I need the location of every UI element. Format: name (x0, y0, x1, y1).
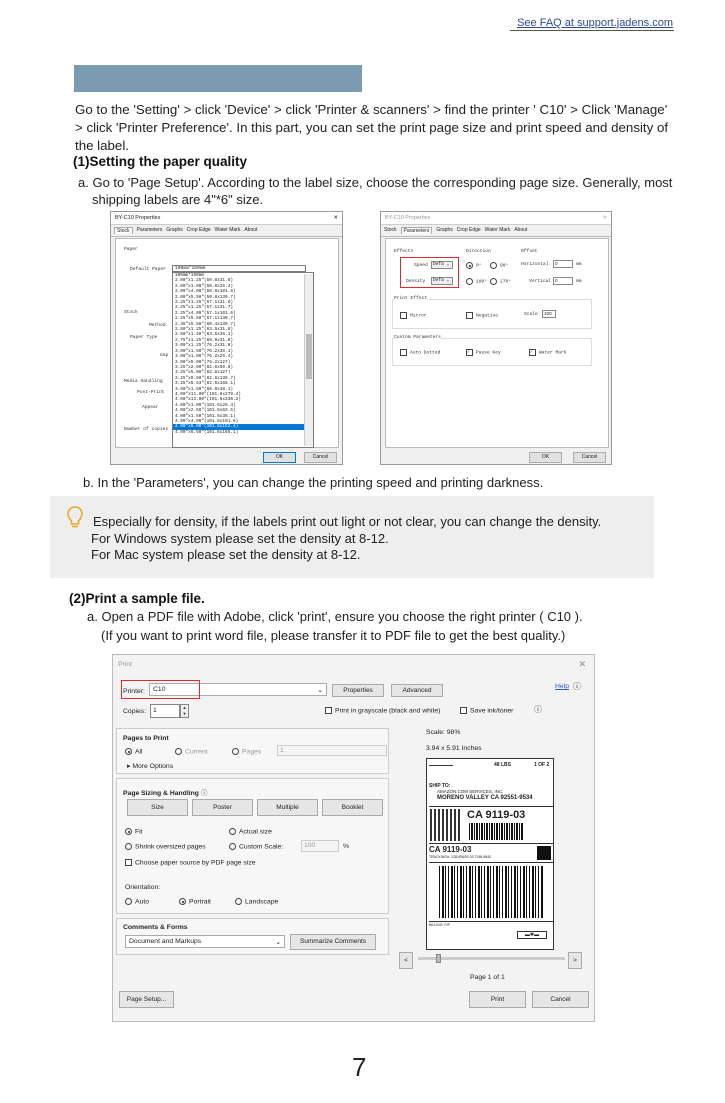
dialog-titlebar (111, 212, 342, 225)
print-dialog (112, 654, 595, 1022)
dialog-tabs (381, 225, 611, 237)
water-mark-checkbox[interactable]: ✓ Water Mark (530, 350, 567, 356)
close-icon[interactable]: ✕ (602, 215, 607, 221)
parameters-pane (385, 238, 609, 448)
page-setup-button[interactable]: Page Setup... (119, 991, 174, 1008)
paper-size-option[interactable]: 3.00"x1.25"(76.2x31.8) (175, 343, 233, 349)
advanced-button[interactable]: Advanced (391, 684, 443, 697)
paper-size-option[interactable]: 2.50"x1.50"(63.5x38.1) (175, 332, 233, 338)
label-billing: BILLING: P/P (429, 923, 451, 927)
choose-source-checkbox[interactable]: Choose paper source by PDF page size (125, 859, 256, 866)
tip-line-1: Especially for density, if the labels print out light or not clear, you can change the density. (93, 514, 602, 529)
pages-radio[interactable]: Pages (232, 748, 261, 755)
direction-0[interactable]: 0° (466, 262, 482, 269)
printer-select[interactable]: C10 ⌄ (149, 683, 327, 696)
faq-link[interactable]: See FAQ at support.jadens.com (517, 17, 673, 29)
routing-barcode-icon (469, 823, 524, 840)
pages-to-print-box (116, 728, 389, 774)
auto-radio[interactable]: Auto (125, 898, 149, 905)
paper-type-label: Paper Type (130, 335, 158, 340)
label-sender: ▬▬▬▬▬▬▬▬ (429, 763, 453, 767)
scale-input[interactable]: 100 (542, 310, 556, 318)
tab-stock[interactable]: Stock (384, 227, 397, 233)
copies-label: Copies: (123, 708, 147, 715)
tab-water-mark[interactable]: Water Mark (484, 227, 511, 233)
paper-size-option[interactable]: 4.00"x4.00"(101.6x101.6) (175, 418, 239, 424)
section1-title: (1)Setting the paper quality (73, 154, 248, 169)
size-button[interactable]: Size (127, 799, 188, 816)
dialog-titlebar (381, 212, 611, 225)
grayscale-checkbox[interactable]: Print in grayscale (black and white) (325, 707, 440, 714)
pages-input[interactable]: 1 (277, 745, 387, 756)
direction-90[interactable]: 90° (490, 262, 508, 269)
speed-label: Speed (414, 263, 428, 268)
paper-size-option[interactable]: 2.00"x4.00"(50.8x101.6) (175, 289, 236, 295)
scale-readout: Scale: 98% (426, 729, 461, 736)
tracking-barcode-icon (439, 866, 543, 918)
paper-size-option[interactable]: 2.75"x1.25"(69.9x31.8) (175, 337, 233, 343)
method-label: Method (149, 323, 166, 328)
section2-step-a-note: (If you want to print word file, please transfer it to PDF file to get the best quality.) (101, 628, 566, 643)
section-banner (74, 65, 362, 92)
orientation-label: Orientation: (125, 884, 161, 891)
ok-button[interactable]: OK (263, 452, 296, 463)
close-icon[interactable]: ✕ (578, 659, 586, 669)
close-icon[interactable]: ✕ (333, 215, 338, 221)
percent-label: % (343, 843, 350, 850)
direction-label: Direction (466, 249, 491, 254)
label-zip: CA 9119-03 (467, 809, 526, 821)
cancel-button[interactable]: Cancel (532, 991, 589, 1008)
paper-size-option[interactable]: 3.25"x6.63"(82.6x168.1) (175, 381, 236, 387)
help-link[interactable]: Help (555, 683, 569, 690)
paper-size-option[interactable]: 3.50"x1.50"(88.9x38.1) (175, 386, 233, 392)
density-select[interactable]: Defa ⌄ (431, 277, 453, 285)
offset-label: Offset (521, 249, 538, 254)
tip-box (50, 496, 654, 578)
direction-180[interactable]: 180° (466, 278, 487, 285)
paper-size-option[interactable]: 2.50"x1.25"(63.5x31.8) (175, 327, 233, 333)
faq-underline (510, 30, 674, 31)
comments-forms-box (116, 918, 389, 955)
print-effect-label: Print Effect (394, 296, 428, 301)
pages-to-print-title: Pages to Print (123, 735, 169, 742)
tab-parameters[interactable]: Parameters (401, 227, 433, 234)
page-sizing-box (116, 778, 389, 914)
offset-vertical-input[interactable]: 0 (553, 277, 573, 285)
paper-group-label: Paper (124, 247, 138, 252)
print-dialog-title: Print (118, 661, 132, 668)
tab-water-mark[interactable]: Water Mark (214, 227, 241, 233)
portrait-radio[interactable]: Portrait (179, 898, 211, 905)
shrink-radio[interactable]: Shrink oversized pages (125, 843, 206, 850)
paper-size-option[interactable]: 4.00"x2.50"(101.6x63.5) (175, 408, 236, 414)
mirror-checkbox[interactable]: Mirror (400, 312, 427, 319)
printer-label: Printer: (123, 688, 145, 695)
effects-label: Effects (394, 249, 414, 254)
fit-radio[interactable]: Fit (125, 828, 143, 835)
paper-size-option[interactable]: 2.38"x5.50"(60.4x139.7) (175, 321, 236, 327)
post-print-label: Post-Print (137, 390, 165, 395)
tab-parameters[interactable]: Parameters (136, 227, 163, 233)
paper-size-option[interactable]: 3.25"x5.50"(82.6x139.7) (175, 375, 236, 381)
gap-label: Gap (160, 353, 169, 358)
copies-stepper[interactable]: ▲ ▼ (180, 704, 189, 718)
tip-line-2: For Windows system please set the density at 8-12. (91, 531, 389, 546)
direction-270[interactable]: 270° (490, 278, 511, 285)
tab-crop-edge[interactable]: Crop Edge (186, 227, 211, 233)
label-logo-box: ▬✱▬ (517, 931, 547, 939)
booklet-button[interactable]: Booklet (322, 799, 383, 816)
properties-dialog-parameters (380, 211, 612, 465)
properties-button[interactable]: Properties (332, 684, 384, 697)
vertical-label: Vertical (529, 279, 552, 284)
appear-label: Appear (142, 405, 159, 410)
label-count: 1 OF 2 (534, 762, 550, 768)
mm-unit: mm (576, 262, 582, 267)
info-icon: ⓘ (200, 790, 208, 797)
dialog-title: BY-C10 Properties (115, 215, 161, 221)
stock-group-label: Stock (124, 310, 138, 315)
copies-input[interactable]: 1 (150, 704, 180, 718)
section2-step-a: a. Open a PDF file with Adobe, click 'print', ensure you choose the right printer ( C10 ). (87, 609, 583, 624)
scale-label: Scale (524, 312, 538, 317)
paper-size-option[interactable]: 4.00"x1.50"(101.6x38.1) (175, 413, 236, 419)
poster-button[interactable]: Poster (192, 799, 253, 816)
label-ship-to: SHIP TO: (429, 783, 451, 789)
cancel-button[interactable]: Cancel (304, 452, 337, 463)
copies-label: Number of copies (124, 427, 169, 432)
paper-size-option[interactable]: 2.25"x1.25"(57.1x31.7) (175, 305, 233, 311)
density-label: Density (406, 279, 426, 284)
paper-size-option[interactable]: 2.00"x1.00"(50.8x25.4) (175, 283, 233, 289)
paper-size-option[interactable]: 2.25"x4.00"(57.1x101.6) (175, 310, 236, 316)
paper-size-option[interactable]: 4.00"x13.00"(101.6x330.2) (175, 397, 241, 403)
next-page-button[interactable]: > (568, 952, 582, 969)
offset-horizontal-input[interactable]: 0 (553, 260, 573, 268)
section1-step-b: b. In the 'Parameters', you can change the printing speed and printing darkness. (83, 475, 544, 490)
paper-size-option[interactable]: 2.25"x5.50"(57.1x139.7) (175, 316, 236, 322)
paper-size-option[interactable]: 3.00"x1.50"(76.2x38.1) (175, 348, 233, 354)
tip-line-3: For Mac system please set the density at 8-12. (91, 547, 361, 562)
service-block (537, 846, 551, 860)
page-slider[interactable] (418, 957, 565, 960)
print-button[interactable]: Print (469, 991, 526, 1008)
section1-step-a: a. Go to 'Page Setup'. According to the label size, choose the corresponding page size. Generally, most shipping labels are 4"*6" size. (78, 175, 673, 207)
horizontal-label: Horizontal (521, 262, 549, 267)
lightbulb-icon (66, 505, 84, 529)
summarize-comments-button[interactable]: Summarize Comments (290, 934, 376, 950)
tab-crop-edge[interactable]: Crop Edge (456, 227, 481, 233)
highlight-printer (121, 680, 200, 699)
paper-size-option[interactable]: 4.00"x1.00"(101.6x25.4) (175, 402, 236, 408)
label-zip-small: CA 9119-03 (429, 845, 472, 854)
more-options-toggle[interactable]: ▸ More Options (127, 763, 174, 770)
negative-checkbox[interactable]: Negative (466, 312, 498, 319)
tab-graphs[interactable]: Graphs (166, 227, 183, 233)
maxicode-icon (430, 809, 462, 841)
page-of-readout: Page 1 of 1 (470, 974, 505, 981)
paper-size-list[interactable] (172, 272, 314, 448)
speed-select[interactable]: Defa ⌄ (431, 261, 453, 269)
info-icon: ⓘ (534, 705, 542, 714)
paper-size-option[interactable]: 3.00"x1.00"(76.2x25.4) (175, 354, 233, 360)
paper-size-option[interactable]: 4.00"x11.00"(101.6x279.4) (175, 391, 241, 397)
tab-graphs[interactable]: Graphs (436, 227, 453, 233)
print-preview-label (426, 758, 554, 950)
paper-size-option[interactable]: 3.25"x2.00"(82.6x50.8) (175, 364, 233, 370)
page-sizing-title: Page Sizing & Handling ⓘ (123, 790, 208, 797)
paper-size-option[interactable]: 2.00"x1.25"(50.8x31.8) (175, 278, 233, 284)
properties-dialog-stock (110, 211, 343, 465)
multiple-button[interactable]: Multiple (257, 799, 318, 816)
current-radio[interactable]: Current (175, 748, 208, 755)
default-paper-label: Default Paper (130, 267, 166, 272)
intro-text: Go to the 'Setting' > click 'Device' > click 'Printer & scanners' > find the printer ' C10' > Click 'Manage' > click 'Printer Preference'. In this part, you can set the print page size and print speed and density of the label. (75, 102, 669, 153)
custom-scale-radio[interactable]: Custom Scale: (229, 843, 283, 850)
help-icon[interactable]: ⓘ (573, 682, 581, 691)
label-weight: 48 LBS (494, 762, 511, 768)
auto-dotted-checkbox[interactable]: Auto Dotted (400, 349, 440, 356)
highlight-speed-density (400, 257, 459, 288)
dialog-tabs (111, 225, 342, 237)
label-company: AMAZON.COM SERVICES, INC. (437, 789, 504, 794)
paper-size-option[interactable]: 4.00"x6.00"(101.6x152.4) (173, 424, 313, 429)
dialog-title: BY-C10 Properties (385, 215, 431, 221)
paper-size-option[interactable]: 2.00"x5.50"(50.8x139.7) (175, 294, 236, 300)
list-scrollbar[interactable] (304, 274, 313, 446)
landscape-radio[interactable]: Landscape (235, 898, 278, 905)
save-ink-checkbox[interactable]: Save ink/toner (460, 707, 513, 714)
paper-size-option[interactable]: 2.25"x1.25"(57.1x31.8) (175, 300, 233, 306)
label-tracking: TRACKING#: 1Z81RW03 03 7158 6840 (429, 855, 491, 859)
custom-parameters-label: Custom Parameters (394, 335, 441, 340)
page-number: 7 (352, 1052, 367, 1082)
tab-stock[interactable]: Stock (114, 227, 133, 234)
pause-key-checkbox[interactable]: ✓ Pause Key (467, 350, 501, 356)
actual-size-radio[interactable]: Actual size (229, 828, 272, 835)
prev-page-button[interactable]: < (399, 952, 413, 969)
comments-forms-title: Comments & Forms (123, 924, 188, 931)
paper-size-option[interactable]: 3.25"x5.00"(82.6x127) (175, 370, 231, 376)
tab-about[interactable]: About (514, 227, 528, 233)
cancel-button[interactable]: Cancel (573, 452, 606, 463)
all-radio[interactable]: All (125, 748, 143, 755)
paper-size-readout: 3.94 x 5.91 Inches (426, 745, 482, 752)
stock-pane (115, 238, 339, 448)
default-paper-select[interactable]: 100mm*150mm (172, 265, 306, 272)
media-handling-label: Media Handling (124, 379, 163, 384)
section2-title: (2)Print a sample file. (69, 591, 205, 606)
comments-select[interactable]: Document and Markups ⌄ (125, 935, 285, 948)
label-city: MORENO VALLEY CA 92551-9534 (437, 795, 533, 801)
paper-size-option[interactable]: 3.00"x5.00"(76.2x127) (175, 359, 231, 365)
mm-unit: mm (576, 279, 582, 284)
custom-scale-input[interactable]: 100 (301, 840, 339, 852)
tab-about[interactable]: About (244, 227, 258, 233)
paper-size-option[interactable]: 4.00"x6.50"(101.6x165.1) (175, 429, 239, 435)
ok-button[interactable]: OK (529, 452, 562, 463)
paper-size-option[interactable]: 100mm*150mm (175, 273, 204, 278)
